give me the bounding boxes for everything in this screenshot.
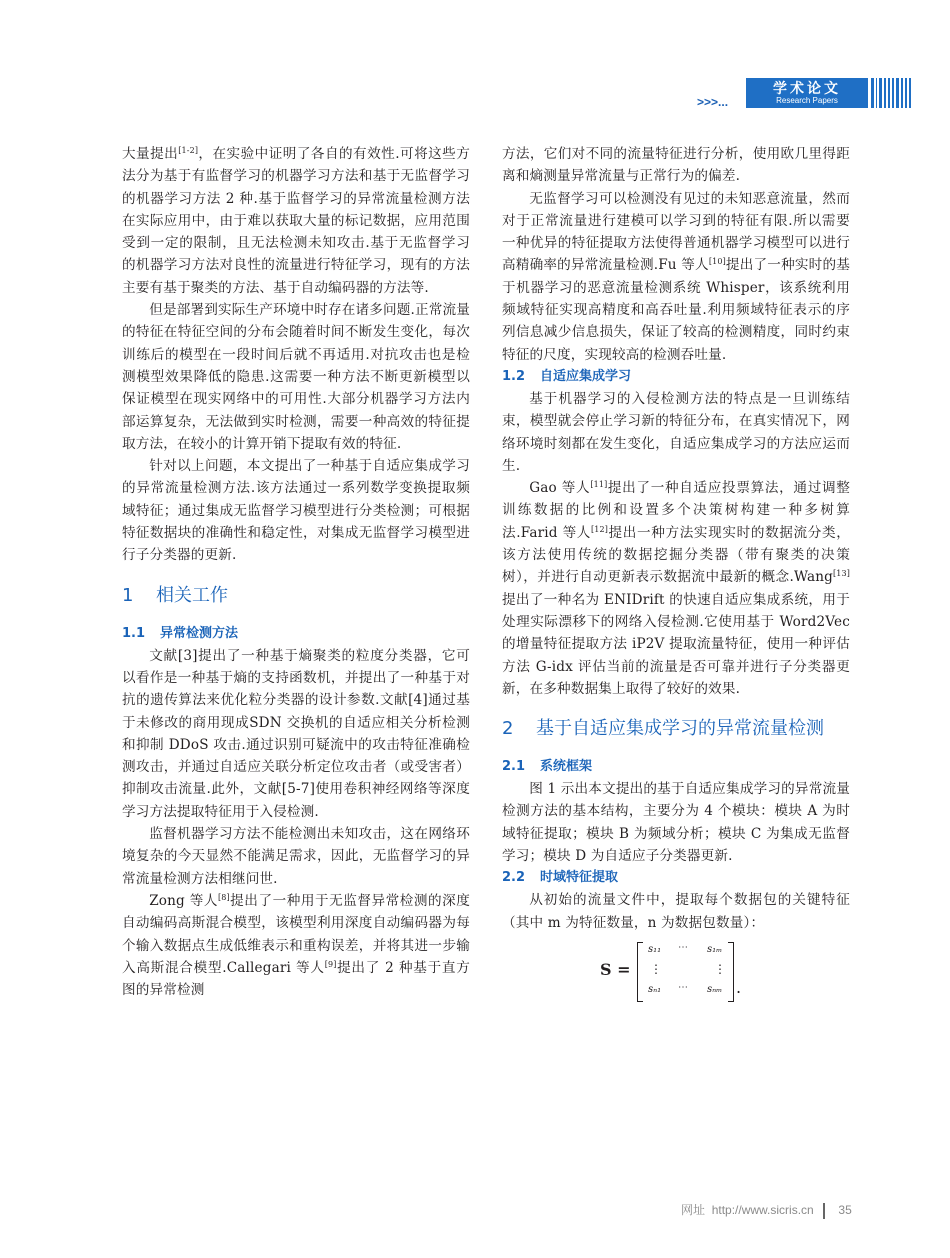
left-bracket (637, 942, 643, 1002)
citation: [11] (590, 480, 608, 490)
subsection-heading: 2.2 时域特征提取 (502, 870, 619, 886)
paragraph: 针对以上问题，本文提出了一种基于自适应集成学习的异常流量检测方法.该方法通过一系列数学变换提取频域特征；通过集成无监督学习模型进行分类检测；可根据特征数据块的准确性和稳定性，对集成无监督学习模型进行子分类器的更新. (122, 458, 470, 564)
matrix-cell: ⋯ (678, 981, 688, 993)
equation-lhs: S = (600, 959, 631, 979)
matrix-cell: s₁₁ (648, 943, 662, 955)
page-number: 35 (838, 1203, 852, 1217)
citation: [9] (324, 959, 337, 969)
matrix-equation (502, 940, 850, 1004)
matrix-cell: s₁ₘ (707, 943, 723, 955)
matrix-cell: sₙ₁ (648, 983, 662, 995)
subsection-heading: 1.1 异常检测方法 (122, 625, 239, 641)
paragraph: 基于机器学习的入侵检测方法的特点是一旦训练结束，模型就会停止学习新的特征分布，在真实情况下，网络环境时刻都在发生变化，自适应集成学习的方法应运而生. (502, 390, 850, 474)
subsection-heading: 1.2 自适应集成学习 (502, 368, 632, 384)
matrix-cell: sₙₘ (707, 983, 723, 995)
right-column (502, 143, 850, 1004)
paragraph: 方法，它们对不同的流量特征进行分析，使用欧几里得距离和熵测量异常流量与正常行为的偏差. (502, 146, 850, 185)
paragraph: Zong 等人[8]提出了一种用于无监督异常检测的深度自动编码高斯混合模型，该模型利用深度自动编码器为每个输入数据点生成低维表示和重构误差，并将其进一步输入高斯混合模型.Callegari 等人[9]提出了 2 种基于直方图的异常检测 (122, 892, 470, 999)
paragraph: 文献[3]提出了一种基于熵聚类的粒度分类器，它可以看作是一种基于熵的支持函数机，并提出了一种基于对抗的遗传算法来优化粒分类器的设计参数.文献[4]通过基于未修改的商用现成SDN 交换机的自适应相关分析检测和抑制 DDoS 攻击.通过识别可疑流中的攻击特征准确检测攻击，并通过自适应关联分析定位攻击者（或受害者）抑制攻击流量.此外，文献[5-7]使用卷积神经网络等深度学习方法提取特征用于入侵检测. (122, 647, 470, 820)
citation: [12] (591, 524, 609, 534)
matrix-cell: ⋮ (714, 961, 726, 976)
subsection-heading: 2.1 系统框架 (502, 759, 593, 775)
section-title: 相关工作 (156, 584, 228, 606)
citation: [13] (832, 569, 850, 579)
paragraph: 从初始的流量文件中，提取每个数据包的关键特征（其中 m 为特征数量，n 为数据包数量）： (502, 892, 850, 931)
section-title: 基于自适应集成学习的异常流量检测 (536, 718, 824, 740)
section-badge (746, 78, 868, 108)
equation-period: . (736, 977, 742, 997)
page-footer (681, 1201, 852, 1219)
section-title-en: Research Papers (776, 96, 838, 105)
footer-divider (823, 1203, 825, 1219)
right-bracket (728, 942, 734, 1002)
citation: [1-2] (178, 146, 199, 155)
citation: [10] (708, 257, 726, 267)
paragraph: Gao 等人[11]提出了一种自适应投票算法，通过调整训练数据的比例和设置多个决策树构建一种多树算法.Farid 等人[12]提出一种方法实现实时的数据流分类，该方法使用传统的数据挖掘分类器（带有聚类的决策树），并进行自动更新表示数据流中最新的概念.Wang[13]提出了一种名为 ENIDrift 的快速自适应集成系统，用于处理实际漂移下的网络入侵检测.它使用基于 Word2Vec 的增量特征提取方法 iP2V 提取流量特征，使用一种评估方法 G-idx 评估当前的流量是否可靠并进行子分类器更新，在多种数据集上取得了较好的效果. (502, 480, 850, 697)
paragraph: 无监督学习可以检测没有见过的未知恶意流量，然而对于正常流量进行建模可以学习到的特征有限.所以需要一种优异的特征提取方法使得普通机器学习模型可以进行高精确率的异常流量检测.Fu 等人[10]提出了一种实时的基于机器学习的恶意流量检测系统 Whisper，该系统利用频域特征实现高精度和高吞吐量.利用频域特征表示的序列信息减少信息损失，保证了较高的检测精度，同时约束特征的尺度，实现较高的检测吞吐量. (502, 190, 850, 363)
paragraph: 监督机器学习方法不能检测出未知攻击，这在网络环境复杂的今天显然不能满足需求，因此，无监督学习的异常流量检测方法相继问世. (122, 826, 470, 887)
section-number: 1 (122, 584, 134, 606)
paragraph: 但是部署到实际生产环境中时存在诸多问题.正常流量的特征在特征空间的分布会随着时间不断发生变化，每次训练后的模型在一段时间后就不再适用.对抗攻击也是检测模型效果降低的隐患.这需要一种方法不断更新模型以保证模型在现实网络中的可用性.大部分机器学习方法内部运算复杂，无法做到实时检测，需要一种高效的特征提取方法，在较小的计算开销下提取有效的特征. (122, 302, 470, 452)
site-url[interactable]: http://www.sicris.cn (711, 1203, 814, 1217)
section-heading (122, 581, 470, 611)
site-label: 网址 (681, 1203, 706, 1217)
matrix-cell: ⋯ (678, 941, 688, 953)
section-heading (502, 714, 850, 744)
header-stripes (871, 78, 911, 108)
left-column (122, 143, 470, 1001)
matrix-cell: ⋮ (650, 961, 662, 976)
paragraph: 图 1 示出本文提出的基于自适应集成学习的异常流量检测方法的基本结构，主要分为 4 个模块：模块 A 为时域特征提取；模块 B 为频域分析；模块 C 为集成无监督学习；模块 D 为自适应子分类器更新. (502, 781, 850, 865)
paragraph: 大量提出[1-2]，在实验中证明了各自的有效性.可将这些方法分为基于有监督学习的机器学习方法和基于无监督学习的机器学习方法 2 种.基于监督学习的异常流量检测方法在实际应用中，由于难以获取大量的标记数据，应用范围受到一定的限制，且无法检测未知攻击.基于无监督学习的机器学习方法对良性的流量进行特征学习，现有的方法主要有基于聚类的方法、基于自动编码器的方法等. (122, 146, 470, 296)
header-arrows: >>>... (697, 95, 729, 109)
section-title-cn: 学术论文 (773, 80, 841, 96)
section-number: 2 (502, 718, 514, 740)
citation: [8] (218, 892, 230, 902)
